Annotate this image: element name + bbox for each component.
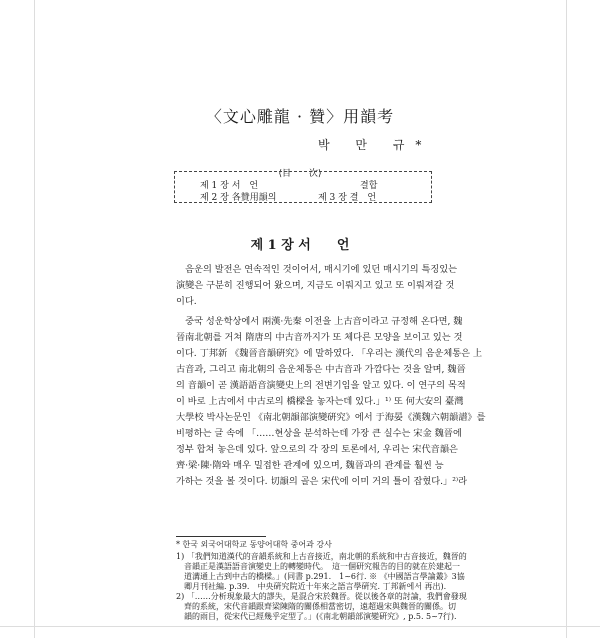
author-name: 박 만 규* [318,138,433,152]
body-line: 중국 성운학상에서 兩漢·先秦 이전을 上古音이라고 규정해 온다면, 魏 [176,316,463,327]
body-line: 大學校 박사논문인 《南北朝韻部演變硏究》에서 于海晏《漢魏六朝韻譜》를 [176,412,486,423]
body-line: 이 바로 上古에서 中古로의 橋樑을 놓자는데 있다.」¹⁾ 또 何大安의 臺灣 [176,396,464,407]
body-line: 齊·梁·陳·隋와 매우 밀접한 관계에 있으며, 魏晉과의 관계를 훨씬 능 [176,460,444,471]
toc-item-3: 제 3 장 결 언 [318,193,377,203]
article-title: 〈文心雕龍 · 贊〉用韻考 [205,107,395,126]
body-line: 의 音韻이 곧 漢語語音演變史上의 전변기임을 알고 있다. 이 연구의 목적 [176,380,466,391]
body-line: 음운의 발전은 연속적인 것이어서, 매시기에 있던 매시기의 특징있는 [176,264,458,275]
footnote-line: * 한국 외국어대학교 동양어대학 중어과 강사 [176,540,332,549]
footnote-line: 卿月刊社編. p.39. 中央硏究院近十年來之語言學硏究. 丁邦新에서 再出). [176,582,447,591]
body-line: 비평하는 글 속에 「……현상을 분석하는데 가장 큰 실수는 宋金 魏晉에 [176,428,462,439]
body-line: 가하는 것을 볼 것이다. 切韻의 골은 宋代에 이미 거의 틀이 잡혔다.」²⁾라 [176,476,468,487]
footnote-line: 韻的雨目，從宋代已經幾乎定型了。」(《南北朝韻部演變硏究》, p.5. 5~7行). [176,612,457,621]
scan-edge-right [566,0,567,638]
footnote-line: 音韻正是漢語語音演變史上的轉變時代。 這一個研究報告的目的就在於建起一 [176,562,460,571]
toc-item-1-continued: 결합 [360,181,378,191]
section-heading: 제 1 장 서 언 [250,238,350,253]
body-line: 古音과, 그리고 南北朝의 음운체통은 中古音과 가깝다는 것을 알며, 魏晉 [176,364,466,375]
body-line: 晉南北朝를 거쳐 隋唐의 中古音까지가 또 체다른 모양을 보이고 있는 것 [176,332,463,343]
body-line: 이다. [176,296,197,307]
body-line: 演變은 구분히 진행되어 왔으며, 지금도 이뤄지고 있고 또 이뤄져갈 것 [176,280,455,291]
footnote-line: 齊的系統，宋代音韻跟齊梁陳隋的關係相當密切，遠超過宋與魏晉的關係。切 [176,602,456,611]
toc-heading: ⟨目 次⟩ [278,169,322,179]
toc-item-2: 제 2 장 各贊用韻의 [200,193,277,203]
footnote-line: 2) 「……分析現象最大的謬失，是混合宋於魏晉。從以後各章的討論，我們會發現 [176,592,467,601]
body-line: 정부 합쳐 놓은데 있다. 앞으로의 각 장의 토론에서, 우리는 宋代音韻은 [176,444,458,455]
scan-edge-bottom [0,626,600,627]
scan-edge-left [34,0,35,638]
footnote-divider [176,536,266,537]
footnote-line: 道溝通上古到中古的橋樑。」(同書 p.291. 1~6行. ※ 《中國語言學論叢》3協 [176,572,465,581]
toc-item-1: 제 1 장 서 언 [200,181,259,191]
body-line: 이다. 丁邦新 《魏晉音韻硏究》에 말하였다. 「우리는 漢代의 음운체통은 上 [176,348,483,359]
footnote-line: 1) 「我們知道漢代的音韻系統和上古音接近，南北朝的系統和中古音接近，魏晉的 [176,552,467,561]
